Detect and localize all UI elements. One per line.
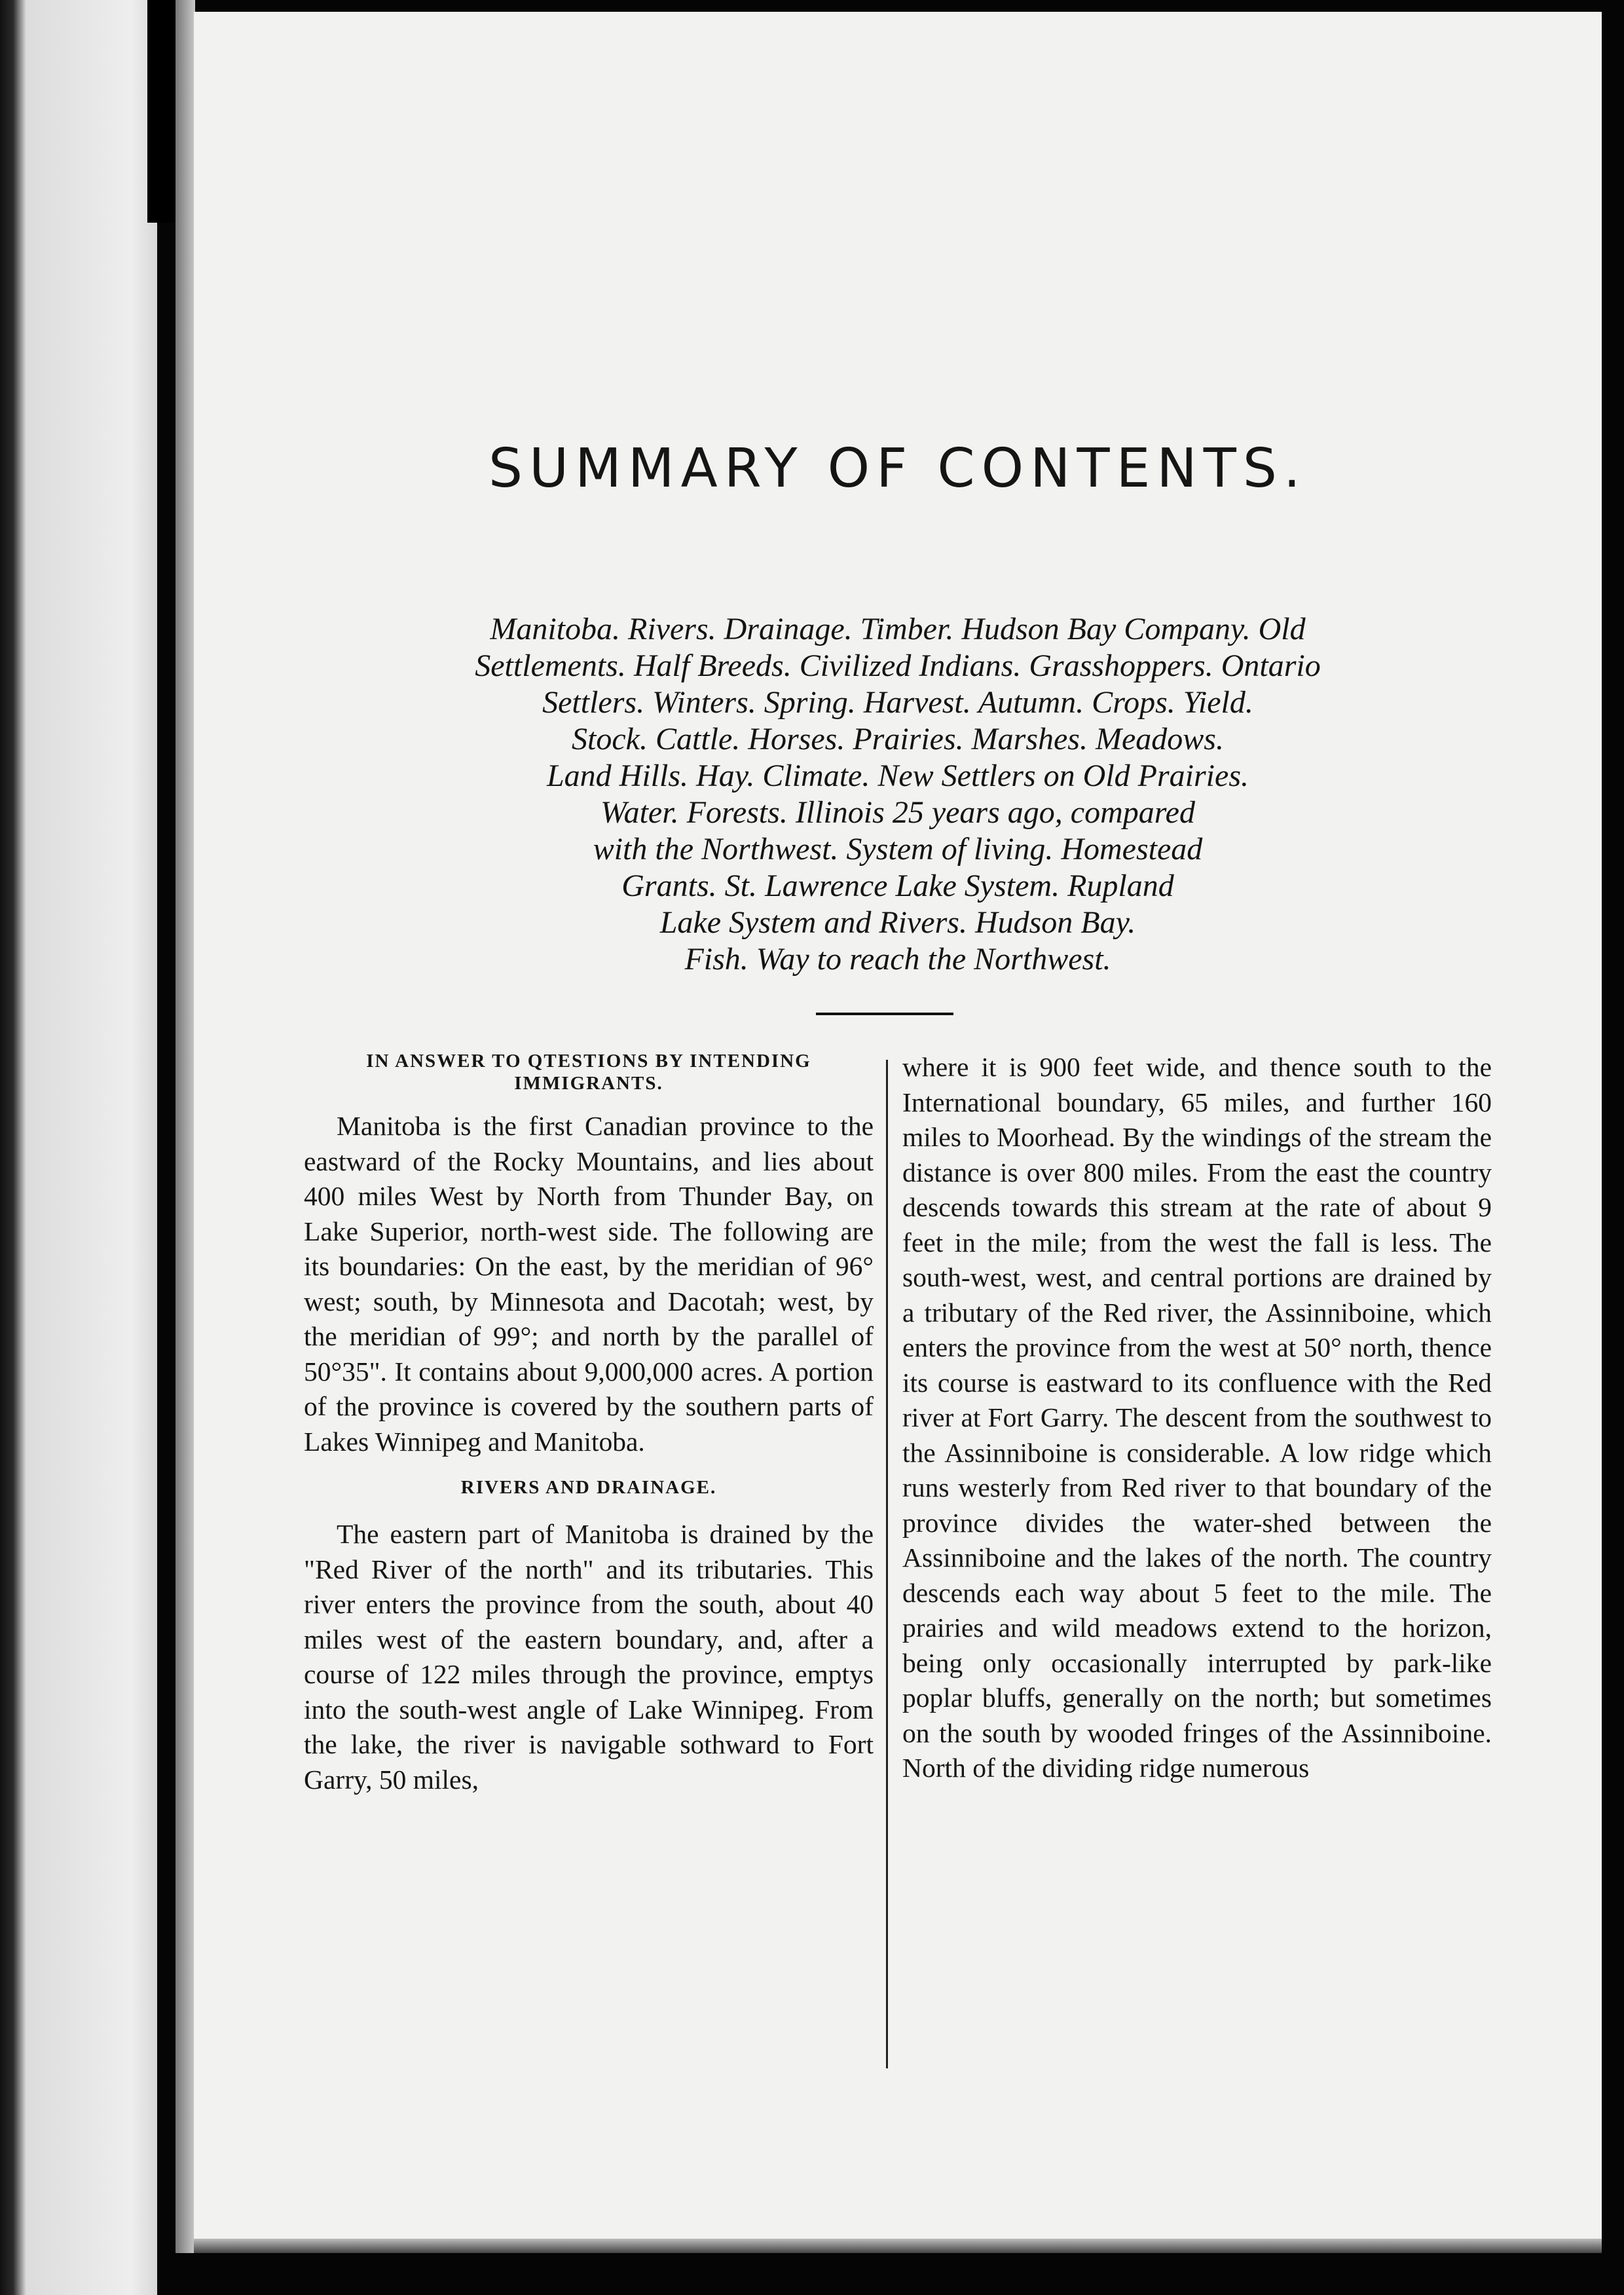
- page-title: SUMMARY OF CONTENTS.: [489, 438, 1307, 500]
- body-paragraph: Manitoba is the first Canadian province to the eastward of the Rocky Mountains, and lies about 400 miles West by North from Thunder Bay, on Lake Superior, north-west side. The following are its boundaries: On the east, by the meridian of 96° west; south, by Minnesota and Dacotah; west, by the meridian of 99°; and north by the parallel of 50°35". It contains about 9,000,000 acres. A portion of the province is covered by the southern parts of Lakes Winnipeg and Manitoba.: [304, 1111, 874, 1457]
- left-column: [304, 1050, 874, 1797]
- previous-page-edge: [0, 0, 157, 2295]
- page-bottom-shadow: [194, 2239, 1602, 2253]
- summary-line: Grants. St. Lawrence Lake System. Rupland: [621, 868, 1174, 903]
- section-heading: RIVERS AND DRAINAGE.: [460, 1477, 717, 1498]
- book-page: [194, 12, 1602, 2239]
- body-paragraph: The eastern part of Manitoba is drained by the "Red River of the north" and its tributaries. This river enters the province from the south, about 40 miles west of the eastern boundary, and, after a course of 122 miles through the province, emptys into the south-west angle of Lake Winnipeg. From the lake, the river is navigable sothward to Fort Garry, 50 miles,: [304, 1519, 874, 1795]
- page-gutter: [175, 0, 195, 2253]
- summary-line: Stock. Cattle. Horses. Prairies. Marshes. Meadows.: [572, 722, 1224, 756]
- title-divider: [816, 1013, 953, 1015]
- summary-line: Settlers. Winters. Spring. Harvest. Autumn. Crops. Yield.: [542, 685, 1253, 720]
- column-divider: [886, 1060, 888, 2068]
- summary-line: with the Northwest. System of living. Homestead: [593, 832, 1203, 867]
- summary-line: Water. Forests. Illinois 25 years ago, compared: [600, 795, 1195, 830]
- section-heading: IN ANSWER TO QTESTIONS BY INTENDING IMMIGRANTS.: [366, 1051, 811, 1094]
- summary-line: Land Hills. Hay. Climate. New Settlers on Old Prairies.: [546, 758, 1249, 793]
- summary-line: Lake System and Rivers. Hudson Bay.: [659, 905, 1136, 940]
- contents-summary: [299, 611, 1497, 978]
- right-column: [902, 1050, 1492, 1786]
- summary-line: Manitoba. Rivers. Drainage. Timber. Hudson Bay Company. Old: [490, 612, 1306, 646]
- body-paragraph: where it is 900 feet wide, and thence south to the International boundary, 65 miles, and further 160 miles to Moorhead. By the windings of the stream the distance is over 800 miles. From the east the country descends towards this stream at the rate of about 9 feet in the mile; from the west the fall is less. The south-west, west, and central portions are drained by a tributary of the Red river, the Assinniboine, which enters the province from the west at 50° north, thence its course is eastward to its confluence with the Red river at Fort Garry. The descent from the southwest to the Assinniboine is considerable. A low ridge which runs westerly from Red river to that boundary of the province divides the water-shed between the Assinniboine and the lakes of the north. The country descends each way about 5 feet to the mile. The prairies and wild meadows extend to the horizon, being only occasionally interrupted by park-like poplar bluffs, generally on the north; but sometimes on the south by wooded fringes of the Assinniboine. North of the dividing ridge numerous: [902, 1052, 1492, 1783]
- summary-line: Settlements. Half Breeds. Civilized Indians. Grasshoppers. Ontario: [475, 648, 1321, 683]
- summary-line: Fish. Way to reach the Northwest.: [684, 942, 1111, 977]
